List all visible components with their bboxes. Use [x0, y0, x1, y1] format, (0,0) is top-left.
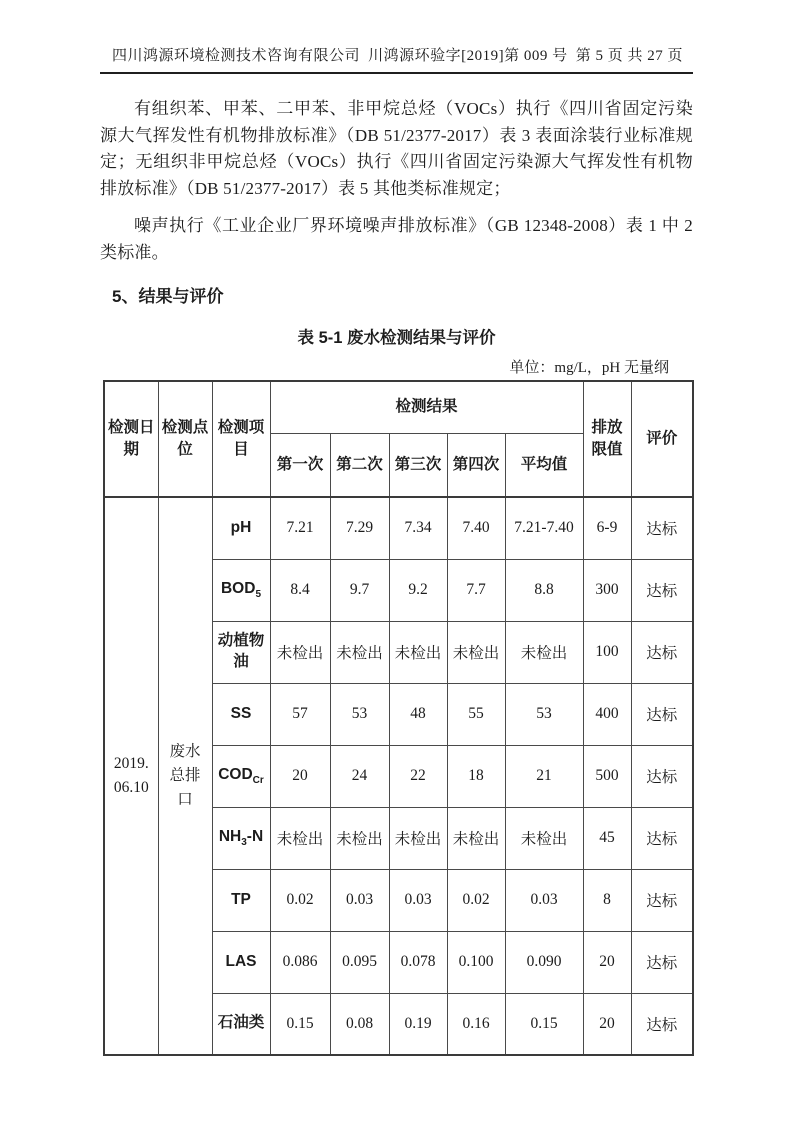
item-cell: TP: [212, 869, 270, 931]
item-cell: $BOD_5$: [212, 559, 270, 621]
table-row: [104, 497, 693, 559]
item-cell: $NH_3-N$: [212, 807, 270, 869]
value-cell: 9.7: [330, 559, 389, 621]
value-cell: 0.095: [330, 931, 389, 993]
value-cell: 0.16: [447, 993, 505, 1055]
col-header-results-group: 检测结果: [270, 381, 583, 433]
col-header-run: 第三次: [389, 433, 447, 497]
limit-cell: 500: [583, 745, 631, 807]
value-cell: 7.7: [447, 559, 505, 621]
value-cell: 0.02: [447, 869, 505, 931]
value-cell: 7.21-7.40: [505, 497, 583, 559]
paragraph-voc-standards: 有组织苯、甲苯、二甲苯、非甲烷总烃（VOCs）执行《四川省固定污染源大气挥发性有机物排放标准》（DB 51/2377-2017）表 3 表面涂装行业标准规定；无组织非甲烷总烃（VOCs）执行《四川省固定污染源大气挥发性有机物排放标准》（DB 51/2377-2017）表 5 其他类标准规定；: [100, 99, 693, 198]
value-cell: 未检出: [447, 807, 505, 869]
value-cell: 7.21: [270, 497, 330, 559]
value-cell: 48: [389, 683, 447, 745]
value-cell: 0.19: [389, 993, 447, 1055]
value-cell: 未检出: [505, 807, 583, 869]
evaluation-cell: 达标: [631, 869, 693, 931]
value-cell: 未检出: [389, 807, 447, 869]
value-cell: 7.29: [330, 497, 389, 559]
value-cell: 8.4: [270, 559, 330, 621]
table-body: [104, 497, 693, 1055]
value-cell: 未检出: [447, 621, 505, 683]
value-cell: 7.40: [447, 497, 505, 559]
value-cell: 未检出: [505, 621, 583, 683]
value-cell: 0.15: [270, 993, 330, 1055]
value-cell: 18: [447, 745, 505, 807]
value-cell: 未检出: [270, 807, 330, 869]
limit-cell: 100: [583, 621, 631, 683]
value-cell: 0.03: [330, 869, 389, 931]
value-cell: 9.2: [389, 559, 447, 621]
value-cell: 未检出: [330, 807, 389, 869]
value-cell: 53: [505, 683, 583, 745]
value-cell: 未检出: [270, 621, 330, 683]
value-cell: 57: [270, 683, 330, 745]
col-header-run: 第二次: [330, 433, 389, 497]
table-header-row-1: [104, 381, 693, 433]
page-number-info: 第 5 页 共 27 页: [575, 48, 683, 64]
page-header: [100, 44, 693, 74]
value-cell: 0.100: [447, 931, 505, 993]
value-cell: 0.03: [389, 869, 447, 931]
limit-cell: 8: [583, 869, 631, 931]
item-cell: LAS: [212, 931, 270, 993]
limit-cell: 20: [583, 993, 631, 1055]
value-cell: 8.8: [505, 559, 583, 621]
item-cell: $COD_{Cr}$: [212, 745, 270, 807]
item-cell: pH: [212, 497, 270, 559]
col-header-run: 第一次: [270, 433, 330, 497]
date-cell: 2019. 06.10: [104, 497, 158, 1055]
evaluation-cell: 达标: [631, 497, 693, 559]
value-cell: 0.15: [505, 993, 583, 1055]
unit-note: 单位：mg/L，pH 无量纲: [509, 360, 669, 376]
limit-cell: 300: [583, 559, 631, 621]
value-cell: 0.08: [330, 993, 389, 1055]
wastewater-results-table: [103, 380, 694, 1056]
col-header-item: 检测项目: [212, 381, 270, 497]
limit-cell: 6-9: [583, 497, 631, 559]
document-number: 川鸿源环验字[2019]第 009 号: [368, 48, 568, 64]
value-cell: 未检出: [330, 621, 389, 683]
item-cell: 石油类: [212, 993, 270, 1055]
limit-cell: 400: [583, 683, 631, 745]
evaluation-cell: 达标: [631, 745, 693, 807]
value-cell: 21: [505, 745, 583, 807]
value-cell: 55: [447, 683, 505, 745]
value-cell: 0.090: [505, 931, 583, 993]
evaluation-cell: 达标: [631, 559, 693, 621]
limit-cell: 45: [583, 807, 631, 869]
col-header-run: 平均值: [505, 433, 583, 497]
section-heading: 5、结果与评价: [112, 287, 224, 306]
col-header-evaluation: 评价: [631, 381, 693, 497]
company-name: 四川鸿源环境检测技术咨询有限公司: [112, 48, 361, 64]
col-header-limit: 排放限值: [583, 381, 631, 497]
location-cell: 废水 总排 口: [158, 497, 212, 1055]
table-title: 表 5-1 废水检测结果与评价: [297, 329, 496, 347]
value-cell: 0.03: [505, 869, 583, 931]
value-cell: 53: [330, 683, 389, 745]
document-body: [100, 96, 693, 1056]
evaluation-cell: 达标: [631, 993, 693, 1055]
value-cell: 未检出: [389, 621, 447, 683]
col-header-date: 检测日期: [104, 381, 158, 497]
value-cell: 24: [330, 745, 389, 807]
col-header-run: 第四次: [447, 433, 505, 497]
evaluation-cell: 达标: [631, 931, 693, 993]
col-header-location: 检测点位: [158, 381, 212, 497]
value-cell: 0.078: [389, 931, 447, 993]
evaluation-cell: 达标: [631, 807, 693, 869]
limit-cell: 20: [583, 931, 631, 993]
paragraph-noise-standard: 噪声执行《工业企业厂界环境噪声排放标准》（GB 12348-2008）表 1 中 2 类标准。: [100, 216, 693, 262]
evaluation-cell: 达标: [631, 683, 693, 745]
value-cell: 7.34: [389, 497, 447, 559]
value-cell: 20: [270, 745, 330, 807]
value-cell: 0.086: [270, 931, 330, 993]
value-cell: 0.02: [270, 869, 330, 931]
value-cell: 22: [389, 745, 447, 807]
item-cell: SS: [212, 683, 270, 745]
evaluation-cell: 达标: [631, 621, 693, 683]
item-cell: 动植物油: [212, 621, 270, 683]
